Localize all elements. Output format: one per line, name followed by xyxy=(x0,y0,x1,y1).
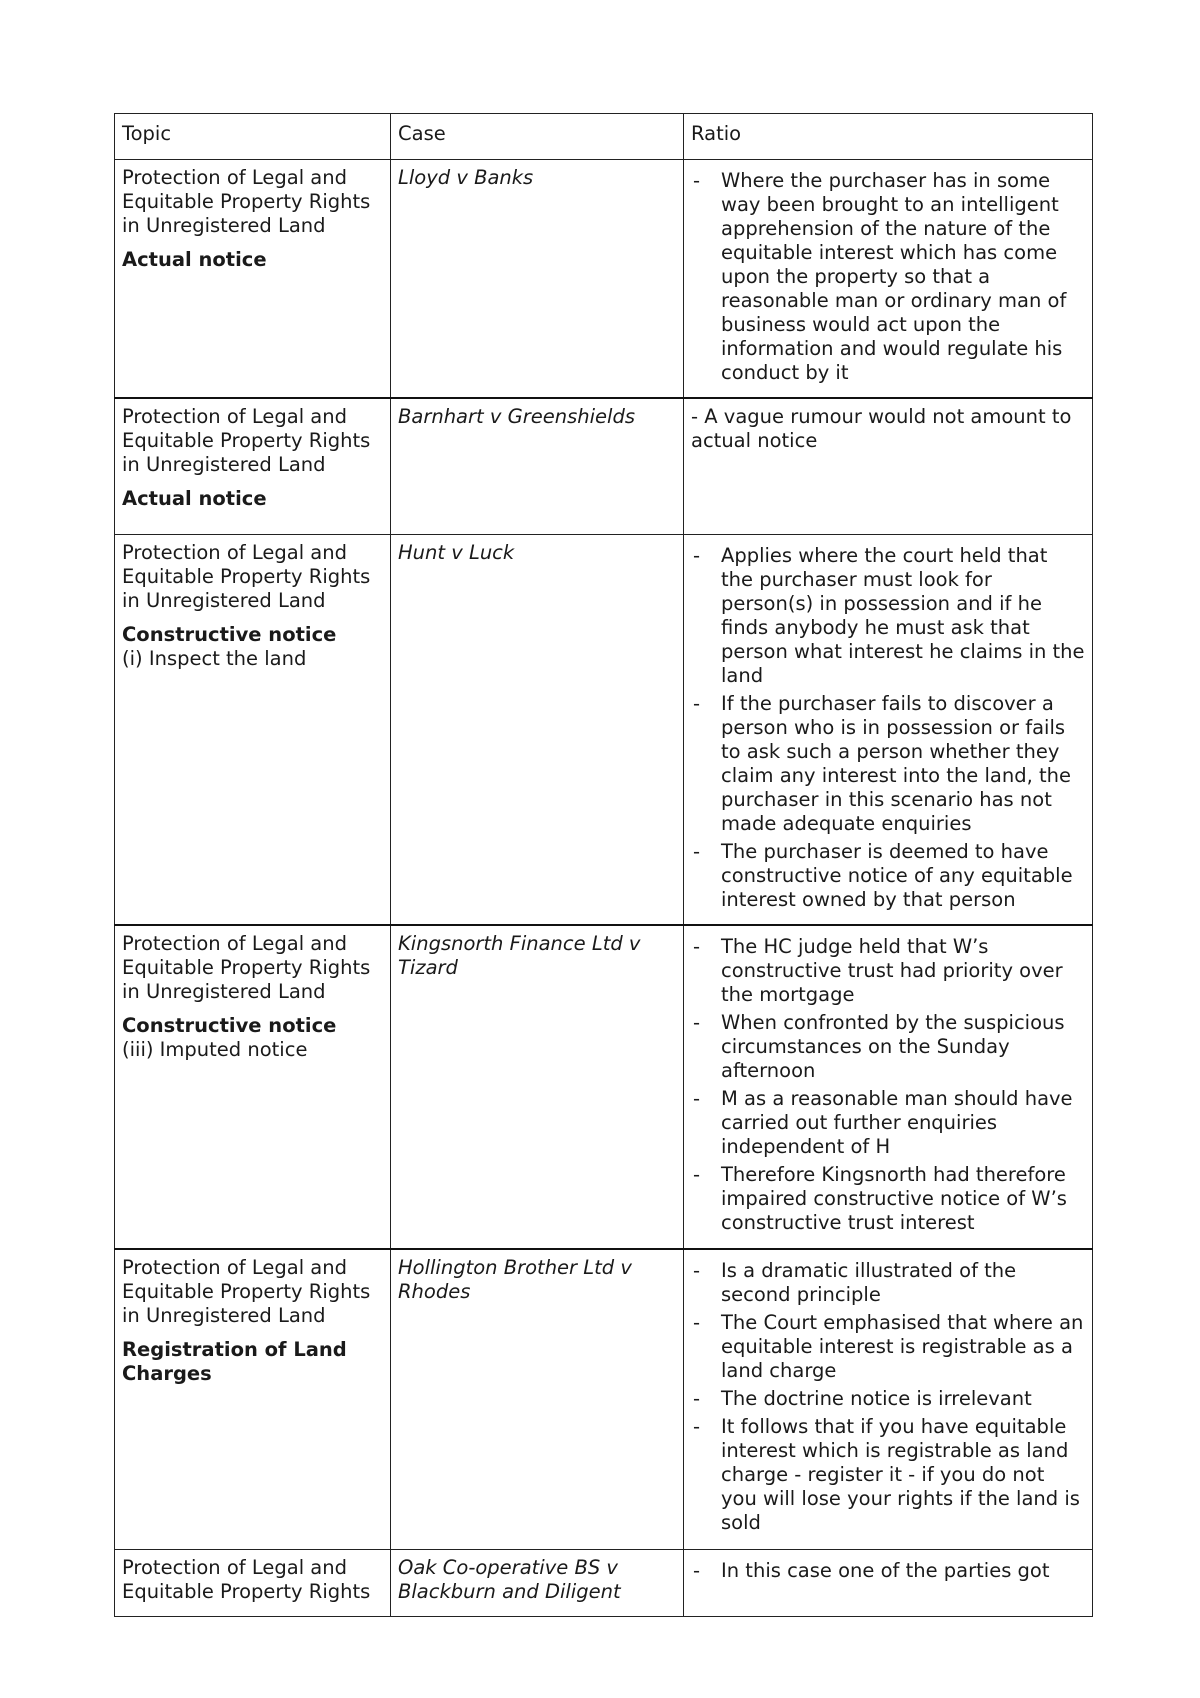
topic-text: in Unregistered Land xyxy=(122,452,326,476)
ratio-cell xyxy=(684,1550,1093,1617)
topic-subheading: (i) Inspect the land xyxy=(122,647,307,670)
topic-text: Protection of Legal and xyxy=(122,404,347,428)
ratio-bullet: - Therefore Kingsnorth had therefore impaired constructive notice of W’s constructive trust interest xyxy=(691,1163,1085,1235)
header-row xyxy=(115,114,1093,160)
ratio-cell xyxy=(684,398,1093,535)
case-name: Hollington Brother Ltd v Rhodes xyxy=(398,1255,632,1303)
topic-cell xyxy=(115,1249,391,1550)
topic-cell xyxy=(115,535,391,925)
table-row xyxy=(115,1550,1093,1617)
case-notes-table xyxy=(114,113,1093,1617)
ratio-list xyxy=(691,1559,1085,1583)
ratio-bullet: - The Court emphasised that where an equitable interest is registrable as a land charge xyxy=(691,1311,1085,1383)
topic-text: Protection of Legal and xyxy=(122,541,347,564)
ratio-list xyxy=(691,935,1085,1235)
case-cell xyxy=(391,398,684,535)
case-cell xyxy=(391,1249,684,1550)
case-cell xyxy=(391,160,684,398)
topic-text: Equitable Property Rights xyxy=(122,1580,371,1603)
topic-text: Protection of Legal and xyxy=(122,931,347,955)
topic-heading: Actual notice xyxy=(122,486,267,510)
topic-cell xyxy=(115,398,391,535)
topic-heading: Actual notice xyxy=(122,248,267,271)
ratio-bullet: - The doctrine notice is irrelevant xyxy=(691,1387,1085,1411)
case-cell xyxy=(391,1550,684,1617)
topic-text: Equitable Property Rights xyxy=(122,1279,371,1303)
topic-text: in Unregistered Land xyxy=(122,589,326,612)
ratio-cell xyxy=(684,535,1093,925)
ratio-bullet: - Is a dramatic illustrated of the second principle xyxy=(691,1259,1085,1307)
ratio-cell xyxy=(684,925,1093,1249)
topic-cell xyxy=(115,160,391,398)
ratio-bullet: - The HC judge held that W’s constructive trust had priority over the mortgage xyxy=(691,935,1085,1007)
topic-text: Protection of Legal and xyxy=(122,166,347,189)
header-ratio: Ratio xyxy=(684,114,1093,160)
ratio-bullet: - Where the purchaser has in some way been brought to an intelligent apprehension of the nature of the equitable interest which has come upon the property so that a reasonable man or ordinary man of business would act upon the information and would regulate his conduct by it xyxy=(691,169,1085,385)
topic-heading: Constructive notice xyxy=(122,623,337,646)
table-row xyxy=(115,160,1093,398)
case-name: Kingsnorth Finance Ltd v Tizard xyxy=(398,931,641,979)
ratio-list xyxy=(691,544,1085,912)
topic-text: Protection of Legal and xyxy=(122,1556,347,1579)
topic-text: in Unregistered Land xyxy=(122,979,326,1003)
case-name: Hunt v Luck xyxy=(398,541,515,564)
ratio-bullet: - When confronted by the suspicious circumstances on the Sunday afternoon xyxy=(691,1011,1085,1083)
topic-text: Equitable Property Rights xyxy=(122,565,371,588)
topic-subheading: (iii) Imputed notice xyxy=(122,1037,308,1061)
topic-heading: Constructive notice xyxy=(122,1013,337,1037)
topic-cell xyxy=(115,1550,391,1617)
case-cell xyxy=(391,535,684,925)
ratio-bullet: - Applies where the court held that the purchaser must look for person(s) in possession and if he finds anybody he must ask that person what interest he claims in the land xyxy=(691,544,1085,688)
topic-text: in Unregistered Land xyxy=(122,214,326,237)
table-row xyxy=(115,1249,1093,1550)
ratio-bullet: - It follows that if you have equitable interest which is registrable as land charge - register it - if you do not you will lose your rights if the land is sold xyxy=(691,1415,1085,1535)
header-case: Case xyxy=(391,114,684,160)
table-body xyxy=(115,160,1093,1617)
table-row xyxy=(115,535,1093,925)
ratio-list xyxy=(691,1259,1085,1535)
topic-text: Protection of Legal and xyxy=(122,1255,347,1279)
ratio-text: - A vague rumour would not amount to actual notice xyxy=(691,404,1072,452)
case-name: Lloyd v Banks xyxy=(398,166,534,189)
case-name: Oak Co-operative BS v Blackburn and Diligent xyxy=(398,1556,621,1603)
ratio-list xyxy=(691,169,1085,385)
case-cell xyxy=(391,925,684,1249)
topic-text: Equitable Property Rights xyxy=(122,428,371,452)
topic-text: in Unregistered Land xyxy=(122,1303,326,1327)
case-name: Barnhart v Greenshields xyxy=(398,404,635,428)
ratio-cell xyxy=(684,1249,1093,1550)
topic-heading: Registration of Land Charges xyxy=(122,1337,347,1385)
topic-cell xyxy=(115,925,391,1249)
table-row xyxy=(115,925,1093,1249)
ratio-cell xyxy=(684,160,1093,398)
table-row xyxy=(115,398,1093,535)
ratio-bullet: - The purchaser is deemed to have constructive notice of any equitable interest owned by that person xyxy=(691,840,1085,912)
ratio-bullet: - M as a reasonable man should have carried out further enquiries independent of H xyxy=(691,1087,1085,1159)
ratio-bullet: - If the purchaser fails to discover a person who is in possession or fails to ask such a person whether they claim any interest into the land, the purchaser in this scenario has not made adequate enquiries xyxy=(691,692,1085,836)
header-topic: Topic xyxy=(115,114,391,160)
topic-text: Equitable Property Rights xyxy=(122,190,371,213)
ratio-bullet: - In this case one of the parties got xyxy=(691,1559,1085,1583)
topic-text: Equitable Property Rights xyxy=(122,955,371,979)
